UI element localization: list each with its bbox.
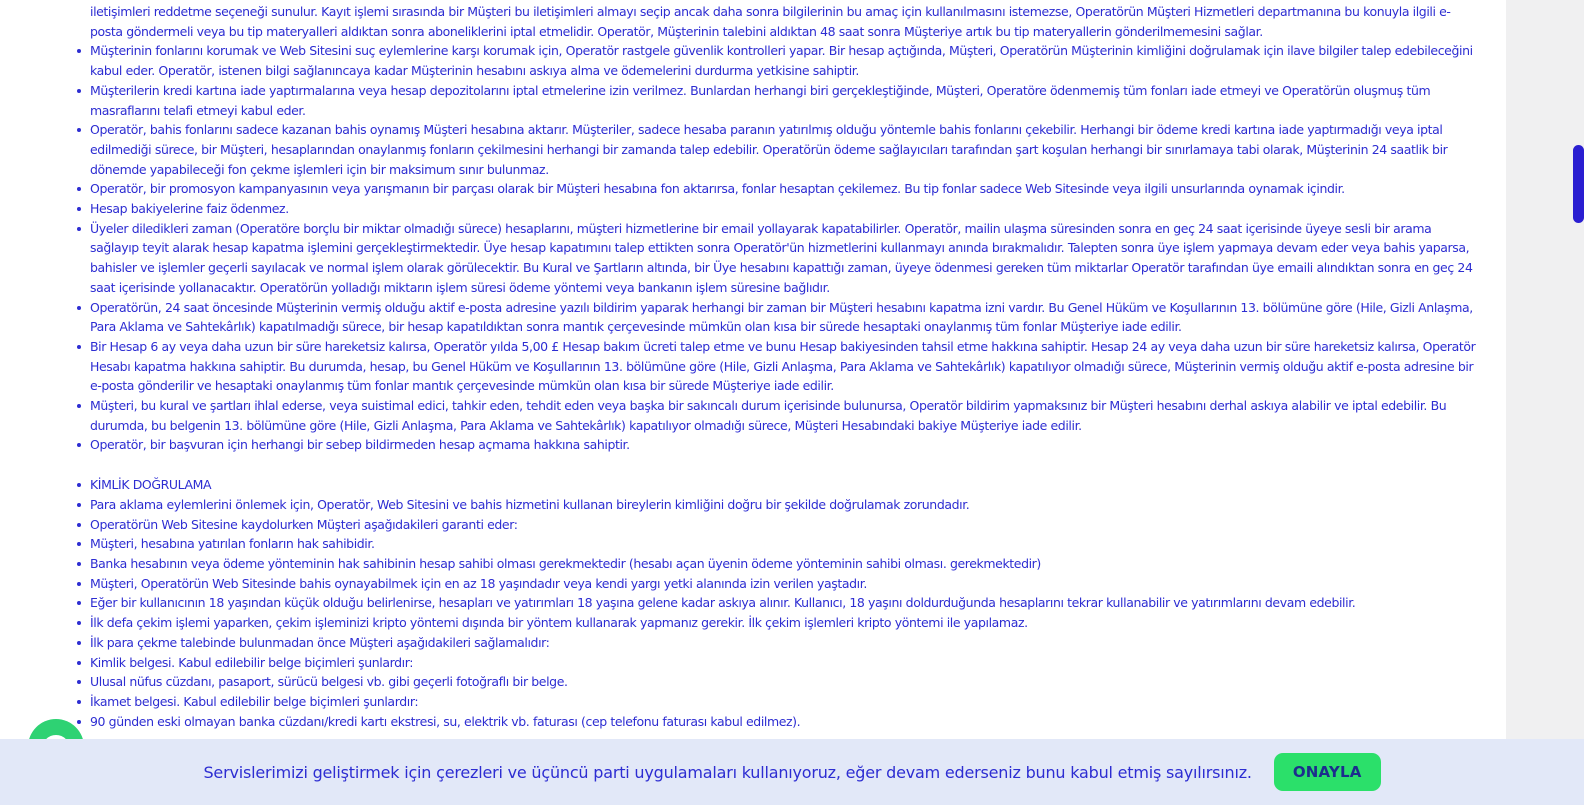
terms-list-item: Müşteri, hesabına yatırılan fonların hak sahibidir. xyxy=(90,534,1480,554)
terms-list-item: Ulusal nüfus cüzdanı, pasaport, sürücü belgesi vb. gibi geçerli fotoğraflı bir belge. xyxy=(90,672,1480,692)
scrollbar-thumb[interactable] xyxy=(1573,145,1584,223)
approve-button[interactable]: ONAYLA xyxy=(1274,753,1381,791)
terms-list xyxy=(90,2,1480,731)
terms-list-item: Müşterinin fonlarını korumak ve Web Sitesini suç eylemlerine karşı korumak için, Operatör rastgele güvenlik kontrolleri yapar. Bir hesap açtığında, Müşteri, Operatörün Müşterinin kimliğini doğrulamak için ilave bilgiler talep edebileceğini kabul eder. Operatör, istenen bilgi sağlanıncaya kadar Müşterinin hesabını askıya alma ve ödemelerini durdurma yetkisine sahiptir. xyxy=(90,41,1480,80)
terms-list-item: Bir Hesap 6 ay veya daha uzun bir süre hareketsiz kalırsa, Operatör yılda 5,00 £ Hesap bakım ücreti talep etme ve bunu Hesap bakiyesinden tahsil etme hakkına sahiptir. Hesap 24 ay veya daha uzun bir süre hareketsiz kalırsa, Operatör Hesabı kapatma hakkına sahiptir. Bu durumda, hesap, bu Genel Hüküm ve Koşullarının 13. bölümüne göre (Hile, Gizli Anlaşma, Para Aklama ve Sahtekârlık) kapatılıyor olmadığı sürece, Müşterinin vermiş olduğu aktif e-posta adresine bir e-posta gönderilir ve hesaptaki onaylanmış tüm fonlar mantık çerçevesinde mümkün olan kısa bir sürede Müşteriye iade edilir. xyxy=(90,337,1480,396)
cookie-consent-banner xyxy=(0,739,1584,805)
terms-list-item: Müşteri, Operatörün Web Sitesinde bahis oynayabilmek için en az 18 yaşındadır veya kendi yargı yetki alanında izin verilen yaştadır. xyxy=(90,574,1480,594)
terms-list-item: 90 günden eski olmayan banka cüzdanı/kredi kartı ekstresi, su, elektrik vb. faturası (cep telefonu faturası kabul edilmez). xyxy=(90,712,1480,732)
terms-list-item: Kimlik belgesi. Kabul edilebilir belge biçimleri şunlardır: xyxy=(90,653,1480,673)
terms-list-item: Operatörün Web Sitesine kaydolurken Müşteri aşağıdakileri garanti eder: xyxy=(90,515,1480,535)
terms-list-item: Üyeler diledikleri zaman (Operatöre borçlu bir miktar olmadığı sürece) hesaplarını, müşteri hizmetlerine bir email yollayarak kapatabilirler. Operatör, mailin ulaşma süresinden sonra en geç 24 saat içerisinde üyeye sesli bir arama sağlayıp teyit alarak hesap kapatma işlemini gerçekleştirmektedir. Üye hesap kapatımını talep ettikten sonra Operatör'ün hizmetlerini kullanmayı anında bırakmalıdır. Talepten sonra üye işlem yapmaya devam eder veya bahis yaparsa, bahisler ve işlemler geçerli sayılacak ve normal işlem olarak görülecektir. Bu Kural ve Şartların altında, bir Üye hesabını kapattığı zaman, üyeye ödenmesi gereken tüm miktarlar Operatör tarafından üye emaili alındıktan sonra en geç 24 saat içerisinde yollanacaktır. Operatörün yolladığı miktarın işlem süresi ödeme yöntemi veya bankanın işlem süresine bağlıdır. xyxy=(90,219,1480,298)
terms-list-item: İlk para çekme talebinde bulunmadan önce Müşteri aşağıdakileri sağlamalıdır: xyxy=(90,633,1480,653)
terms-list-item: Eğer bir kullanıcının 18 yaşından küçük olduğu belirlenirse, hesapları ve yatırımları 18 yaşına gelene kadar askıya alınır. Kullanıcı, 18 yaşını doldurduğunda hesaplarını tekrar kullanabilir ve yatırımlarını devam edebilir. xyxy=(90,593,1480,613)
cookie-message: Servislerimizi geliştirmek için çerezleri ve üçüncü parti uygulamaları kullanıyoruz, eğer devam ederseniz bunu kabul etmiş sayılırsınız. xyxy=(203,762,1252,782)
terms-list-item: İkamet belgesi. Kabul edilebilir belge biçimleri şunlardır: xyxy=(90,692,1480,712)
page-right-gutter xyxy=(1506,0,1584,805)
terms-list-item: Banka hesabının veya ödeme yönteminin hak sahibinin hesap sahibi olması gerekmektedir (hesabı açan üyenin ödeme yönteminin sahibi olması. gerekmektedir) xyxy=(90,554,1480,574)
terms-list-item: Operatör, bir başvuran için herhangi bir sebep bildirmeden hesap açmama hakkına sahiptir. xyxy=(90,435,1480,455)
terms-list-item: Operatör, bahis fonlarını sadece kazanan bahis oynamış Müşteri hesabına aktarır. Müşteriler, sadece hesaba paranın yatırılmış olduğu yöntemle bahis fonlarını çekebilir. Herhangi bir ödeme kredi kartına iade yaptırmadığı veya iptal edilmediği sürece, bir Müşteri, hesaplarından onaylanmış fonların çekilmesini herhangi bir zamanda talep edebilir. Operatörün ödeme sağlayıcıları tarafından şart koşulan herhangi bir sınırlamaya tabi olarak, Müşterinin 24 saatlik bir dönemde yapabileceği fon çekme işlemleri için bir maksimum sınır bulunmaz. xyxy=(90,120,1480,179)
terms-list-item: Para aklama eylemlerini önlemek için, Operatör, Web Sitesini ve bahis hizmetini kullanan bireylerin kimliğini doğru bir şekilde doğrulamak zorundadır. xyxy=(90,495,1480,515)
terms-list-item: Müşteri, bu kural ve şartları ihlal ederse, veya suistimal edici, tahkir eden, tehdit eden veya başka bir sakıncalı durum içerisinde bulunursa, Operatör bildirim yapmaksınız bir Müşteri hesabını derhal askıya alabilir ve iptal edebilir. Bu durumda, bu belgenin 13. bölümüne göre (Hile, Gizli Anlaşma, Para Aklama ve Sahtekârlık) kapatılıyor olmadığı sürece, Müşteri Hesabındaki bakiye Müşteriye iade edilir. xyxy=(90,396,1480,435)
terms-list-item: İlk defa çekim işlemi yaparken, çekim işleminizi kripto yöntemi dışında bir yöntem kullanarak yapmanız gerekir. İlk çekim işlemleri kripto yöntemi ile yapılamaz. xyxy=(90,613,1480,633)
terms-list-item: Operatörün, 24 saat öncesinde Müşterinin vermiş olduğu aktif e-posta adresine yazılı bildirim yaparak herhangi bir zaman bir Müşteri hesabını kapatma izni vardır. Bu Genel Hüküm ve Koşullarının 13. bölümüne göre (Hile, Gizli Anlaşma, Para Aklama ve Sahtekârlık) kapatılmadığı sürece, bir hesap kapatıldıktan sonra mantık çerçevesinde mümkün olan kısa bir sürede hesaptaki onaylanmış tüm fonlar Müşteriye iade edilir. xyxy=(90,298,1480,337)
terms-list-item: Hesap bakiyelerine faiz ödenmez. xyxy=(90,199,1480,219)
terms-list-item: Müşterilerin kredi kartına iade yaptırmalarına veya hesap depozitolarını iptal etmelerine izin verilmez. Bunlardan herhangi biri gerçekleştiğinde, Müşteri, Operatöre ödenmemiş tüm fonları iade etmeyi ve Operatörün oluşmuş tüm masraflarını telafi etmeyi kabul eder. xyxy=(90,81,1480,120)
terms-list-item: Operatör, bir promosyon kampanyasının veya yarışmanın bir parçası olarak bir Müşteri hesabına fon aktarırsa, fonlar hesaptan çekilemez. Bu tip fonlar sadece Web Sitesinde veya ilgili unsurlarında oynamak içindir. xyxy=(90,179,1480,199)
terms-list-item: iletişimleri reddetme seçeneği sunulur. Kayıt işlemi sırasında bir Müşteri bu iletişimleri almayı seçip ancak daha sonra bilgilerinin bu amaç için kullanılmasını istemezse, Operatörün Müşteri Hizmetleri departmanına bu konuyla ilgili e-posta göndermeli veya bu tip materyalleri aldıktan sonra aboneliklerini iptal etmelidir. Operatör, Müşterinin talebini aldıktan 48 saat sonra Müşteriye artık bu tip materyallerin gönderilmemesini sağlar. xyxy=(90,4,1451,39)
terms-list-item: KİMLİK DOĞRULAMA xyxy=(90,475,1480,495)
